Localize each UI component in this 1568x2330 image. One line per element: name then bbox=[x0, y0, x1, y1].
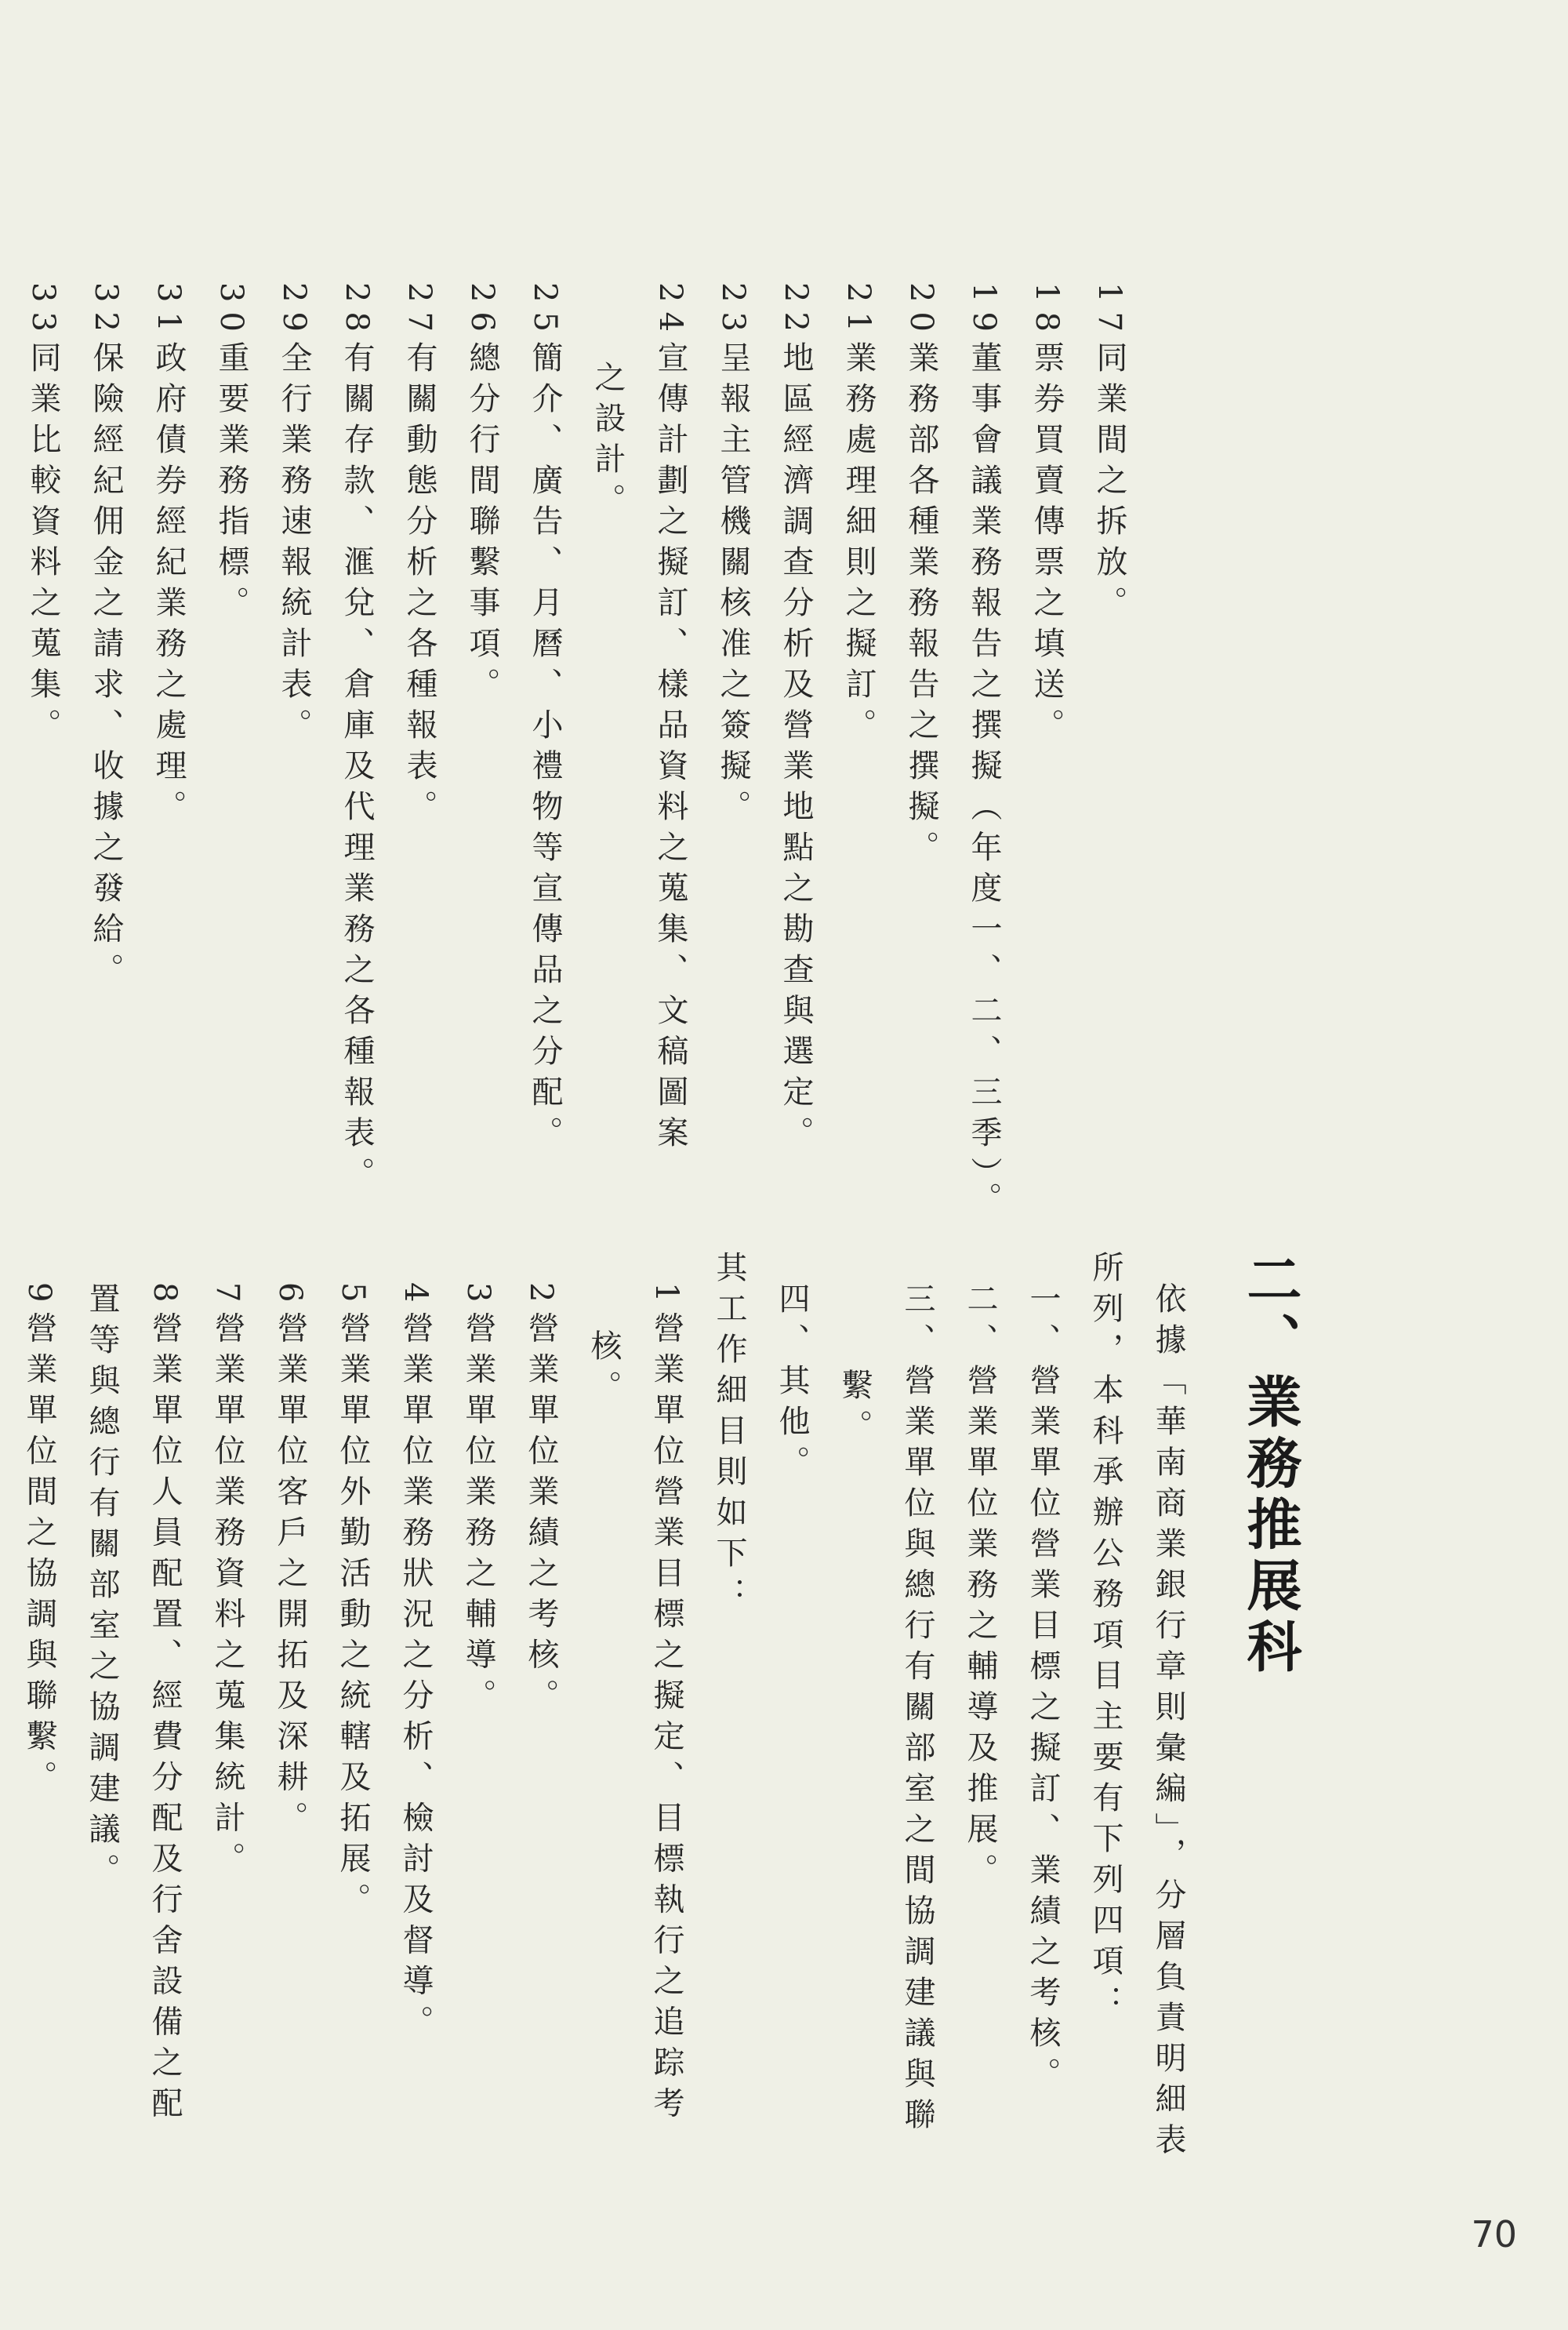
list-item: 17同業間之拆放。 bbox=[1091, 282, 1127, 627]
list-item: 28有關存款、滙兌、倉庫及代理業務之各種報表。 bbox=[339, 282, 375, 1198]
list-item: 20業務部各種業務報告之撰擬。 bbox=[903, 282, 939, 871]
section-business-promotion bbox=[16, 1251, 1317, 2164]
main-item: 四、其他。 bbox=[774, 1282, 810, 1486]
detail-item: 2營業單位業績之考核。 bbox=[523, 1282, 559, 1720]
list-item: 30重要業務指標。 bbox=[213, 282, 249, 627]
detail-intro: 其工作細目則如下： bbox=[711, 1251, 747, 1618]
detail-item-continuation: 核。 bbox=[586, 1329, 622, 1411]
list-item: 24宣傳計劃之擬訂、樣品資料之蒐集、文稿圖案 bbox=[652, 282, 688, 1157]
list-item: 22地區經濟調查分析及營業地點之勘查與選定。 bbox=[778, 282, 814, 1157]
detail-item: 8營業單位人員配置、經費分配及行舍設備之配 bbox=[147, 1282, 183, 2128]
detail-item: 1營業單位營業目標之擬定、目標執行之追踪考 bbox=[648, 1282, 684, 2128]
page-number: 70 bbox=[1471, 2213, 1517, 2255]
list-item: 23呈報主管機關核准之簽擬。 bbox=[715, 282, 751, 831]
list-item: 25簡介、廣告、月曆、小禮物等宣傳品之分配。 bbox=[527, 282, 563, 1157]
detail-item-continuation: 置等與總行有關部室之協調建議。 bbox=[84, 1282, 120, 1894]
section-title: 二、業務推展科 bbox=[1238, 1251, 1302, 1679]
list-item: 32保險經紀佣金之請求、收據之發給。 bbox=[88, 282, 124, 994]
main-item: 一、營業單位營業目標之擬訂、業績之考核。 bbox=[1025, 1282, 1061, 2098]
main-item: 三、營業單位與總行有關部室之間協調建議與聯 bbox=[899, 1282, 935, 2139]
list-item: 33同業比較資料之蒐集。 bbox=[25, 282, 61, 749]
detail-item: 7營業單位業務資料之蒐集統計。 bbox=[209, 1282, 245, 1883]
detail-item: 9營業單位間之協調與聯繫。 bbox=[21, 1282, 57, 1801]
intro-paragraph-line: 所列，本科承辦公務項目主要有下列四項： bbox=[1087, 1251, 1123, 2026]
detail-item: 6營業單位客戶之開拓及深耕。 bbox=[272, 1282, 308, 1842]
list-item-continuation: 之設計。 bbox=[590, 361, 626, 524]
main-item: 二、營業單位業務之輔導及推展。 bbox=[962, 1282, 998, 1894]
detail-item: 3營業單位業務之輔導。 bbox=[460, 1282, 496, 1720]
intro-paragraph-line: 依據「華南商業銀行章則彙編」，分層負責明細表 bbox=[1150, 1282, 1186, 2164]
list-item: 21業務處理細則之擬訂。 bbox=[840, 282, 877, 749]
main-item-continuation: 繫。 bbox=[837, 1369, 873, 1450]
list-item: 26總分行間聯繫事項。 bbox=[464, 282, 500, 708]
list-item: 31政府債券經紀業務之處理。 bbox=[151, 282, 187, 831]
list-item: 19董事會議業務報告之撰擬（年度一、二、三季）。 bbox=[966, 282, 1002, 1223]
list-item bbox=[0, 282, 12, 1223]
detail-item: 4營業單位業務狀況之分析、檢討及督導。 bbox=[397, 1282, 434, 2046]
list-item: 27有關動態分析之各種報表。 bbox=[401, 282, 437, 831]
list-item: 18票券買賣傳票之填送。 bbox=[1029, 282, 1065, 749]
detail-item bbox=[0, 1251, 8, 2161]
detail-item: 5營業單位外勤活動之統轄及拓展。 bbox=[335, 1282, 371, 1924]
work-item-list-upper bbox=[27, 282, 1141, 1223]
list-item: 29全行業務速報統計表。 bbox=[276, 282, 312, 749]
